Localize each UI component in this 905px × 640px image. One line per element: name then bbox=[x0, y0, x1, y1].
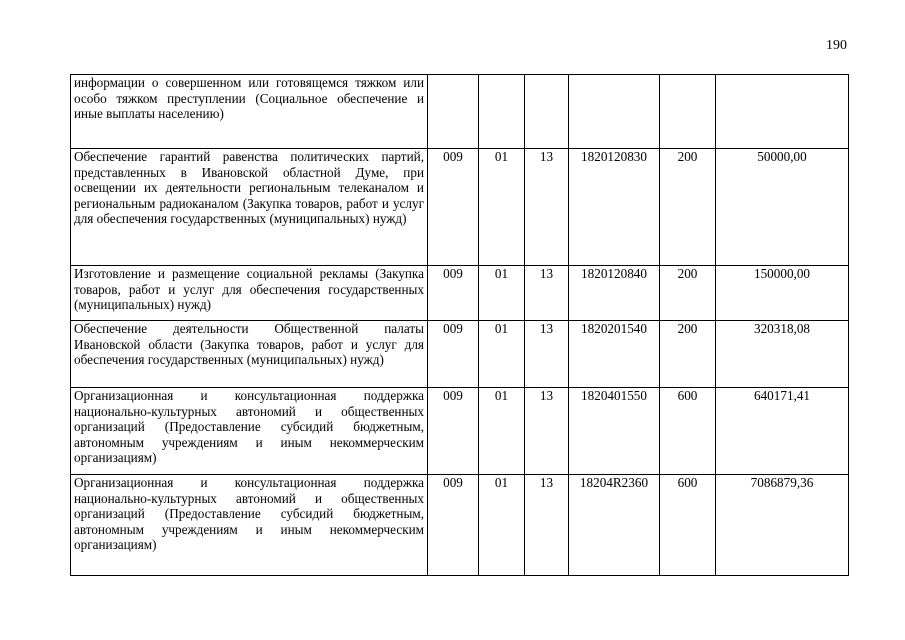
row-expense-type-code: 200 bbox=[660, 321, 716, 388]
row-expense-type-code: 200 bbox=[660, 149, 716, 266]
row-target-article-code: 1820401550 bbox=[569, 388, 660, 475]
row-section-code: 01 bbox=[479, 266, 525, 321]
row-section-code bbox=[479, 75, 525, 149]
row-target-article-code: 1820120830 bbox=[569, 149, 660, 266]
row-grbs-code: 009 bbox=[428, 388, 479, 475]
row-subsection-code: 13 bbox=[525, 321, 569, 388]
table-row bbox=[71, 75, 849, 149]
row-section-code: 01 bbox=[479, 475, 525, 576]
table-row bbox=[71, 266, 849, 321]
row-expense-type-code: 600 bbox=[660, 475, 716, 576]
row-target-article-code: 1820201540 bbox=[569, 321, 660, 388]
row-description: Организационная и консультационная поддержка национально-культурных автономий и общественных организаций (Предоставление субсидий бюджетным, автономным учреждениям и иным некоммерческим организациям) bbox=[71, 475, 428, 576]
table-row bbox=[71, 321, 849, 388]
row-description: информации о совершенном или готовящемся тяжком или особо тяжком преступлении (Социальное обеспечение и иные выплаты населению) bbox=[71, 75, 428, 149]
row-description: Изготовление и размещение социальной рекламы (Закупка товаров, работ и услуг для обеспечения государственных (муниципальных) нужд) bbox=[71, 266, 428, 321]
page-number: 190 bbox=[826, 38, 847, 53]
row-grbs-code: 009 bbox=[428, 475, 479, 576]
row-amount: 50000,00 bbox=[716, 149, 849, 266]
table-row bbox=[71, 388, 849, 475]
table-row bbox=[71, 475, 849, 576]
row-target-article-code: 1820120840 bbox=[569, 266, 660, 321]
row-grbs-code: 009 bbox=[428, 266, 479, 321]
row-expense-type-code bbox=[660, 75, 716, 149]
row-subsection-code: 13 bbox=[525, 388, 569, 475]
row-subsection-code: 13 bbox=[525, 266, 569, 321]
row-subsection-code: 13 bbox=[525, 475, 569, 576]
row-target-article-code: 18204R2360 bbox=[569, 475, 660, 576]
row-subsection-code: 13 bbox=[525, 149, 569, 266]
row-section-code: 01 bbox=[479, 321, 525, 388]
row-target-article-code bbox=[569, 75, 660, 149]
row-section-code: 01 bbox=[479, 149, 525, 266]
row-amount bbox=[716, 75, 849, 149]
row-expense-type-code: 200 bbox=[660, 266, 716, 321]
row-grbs-code: 009 bbox=[428, 321, 479, 388]
row-grbs-code bbox=[428, 75, 479, 149]
row-amount: 320318,08 bbox=[716, 321, 849, 388]
row-description: Обеспечение деятельности Общественной палаты Ивановской области (Закупка товаров, работ и услуг для обеспечения государственных (муниципальных) нужд) bbox=[71, 321, 428, 388]
row-subsection-code bbox=[525, 75, 569, 149]
row-amount: 640171,41 bbox=[716, 388, 849, 475]
budget-table bbox=[70, 74, 849, 576]
row-section-code: 01 bbox=[479, 388, 525, 475]
row-description: Обеспечение гарантий равенства политических партий, представленных в Ивановской областной Думе, при освещении их деятельности региональным телеканалом и региональным радиоканалом (Закупка товаров, работ и услуг для обеспечения государственных (муниципальных) нужд) bbox=[71, 149, 428, 266]
row-expense-type-code: 600 bbox=[660, 388, 716, 475]
budget-table-body bbox=[71, 75, 849, 576]
row-description: Организационная и консультационная поддержка национально-культурных автономий и общественных организаций (Предоставление субсидий бюджетным, автономным учреждениям и иным некоммерческим организациям) bbox=[71, 388, 428, 475]
row-amount: 7086879,36 bbox=[716, 475, 849, 576]
row-grbs-code: 009 bbox=[428, 149, 479, 266]
row-amount: 150000,00 bbox=[716, 266, 849, 321]
table-row bbox=[71, 149, 849, 266]
